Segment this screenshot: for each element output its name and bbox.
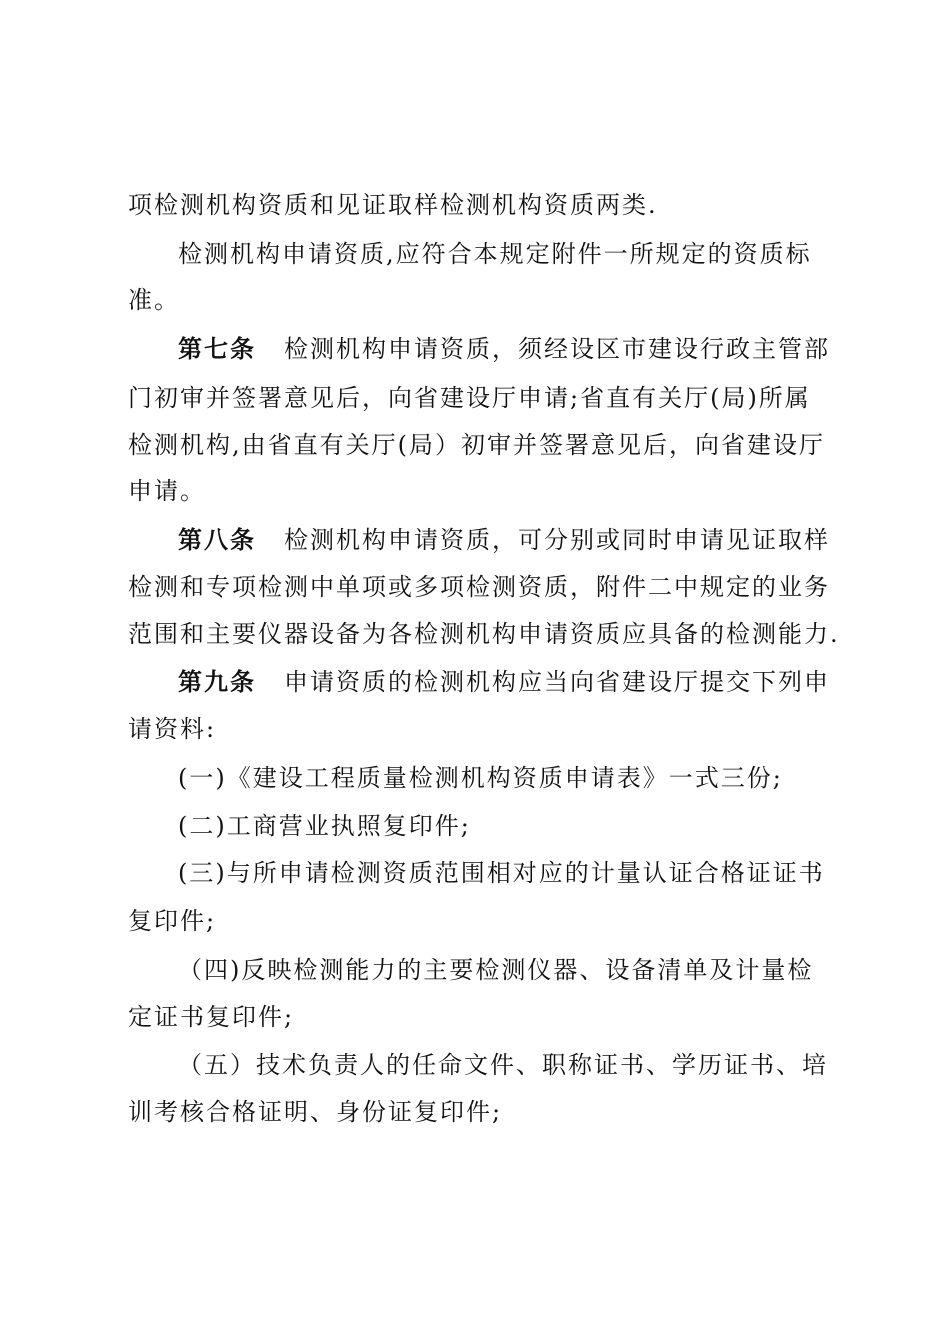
- list-item-2: (二)工商营业执照复印件;: [178, 812, 471, 840]
- article-7-line-3: 检测机构,由省直有关厅(局）初审并签署意见后，向省建设厅: [128, 431, 825, 459]
- article-7-line-4: 申请。: [128, 477, 206, 505]
- list-item-1: (一)《建设工程质量检测机构资质申请表》一式三份;: [178, 764, 783, 792]
- article-8-label: 第八条: [178, 525, 256, 554]
- list-item-5-line-2: 训考核合格证明、身份证复印件;: [128, 1098, 503, 1126]
- list-item-3-line-1: (三)与所申请检测资质范围相对应的计量认证合格证证书: [178, 859, 825, 887]
- article-7-line-2: 门初审并签署意见后，向省建设厅申请;省直有关厅(局)所属: [128, 384, 811, 412]
- article-8-line-2: 检测和专项检测中单项或多项检测资质，附件二中规定的业务: [128, 573, 830, 601]
- article-9-line-1: [178, 666, 828, 698]
- list-item-4-line-1: （四)反映检测能力的主要检测仪器、设备清单及计量检: [178, 956, 814, 984]
- list-item-5-line-1: （五）技术负责人的任命文件、职称证书、学历证书、培: [178, 1051, 828, 1079]
- article-8-line-3: 范围和主要仪器设备为各检测机构申请资质应具备的检测能力.: [128, 620, 840, 648]
- article-8-text: 检测机构申请资质，可分别或同时申请见证取样: [284, 526, 830, 554]
- article-7-line-1: [178, 333, 828, 365]
- article-9-label: 第九条: [178, 667, 256, 696]
- list-item-3-line-2: 复印件;: [128, 907, 217, 935]
- article-8-line-1: [178, 524, 828, 556]
- article-9-text: 申请资质的检测机构应当向省建设厅提交下列申: [284, 668, 830, 696]
- text-line-1: 项检测机构资质和见证取样检测机构资质两类.: [128, 191, 658, 219]
- text-line-3: 准。: [128, 286, 180, 314]
- text-line-2: 检测机构申请资质,应符合本规定附件一所规定的资质标: [178, 240, 812, 268]
- article-7-text: 检测机构申请资质，须经设区市建设行政主管部: [284, 335, 830, 363]
- article-9-line-2: 请资料:: [128, 715, 217, 743]
- article-7-label: 第七条: [178, 334, 256, 363]
- list-item-4-line-2: 定证书复印件;: [128, 1003, 295, 1031]
